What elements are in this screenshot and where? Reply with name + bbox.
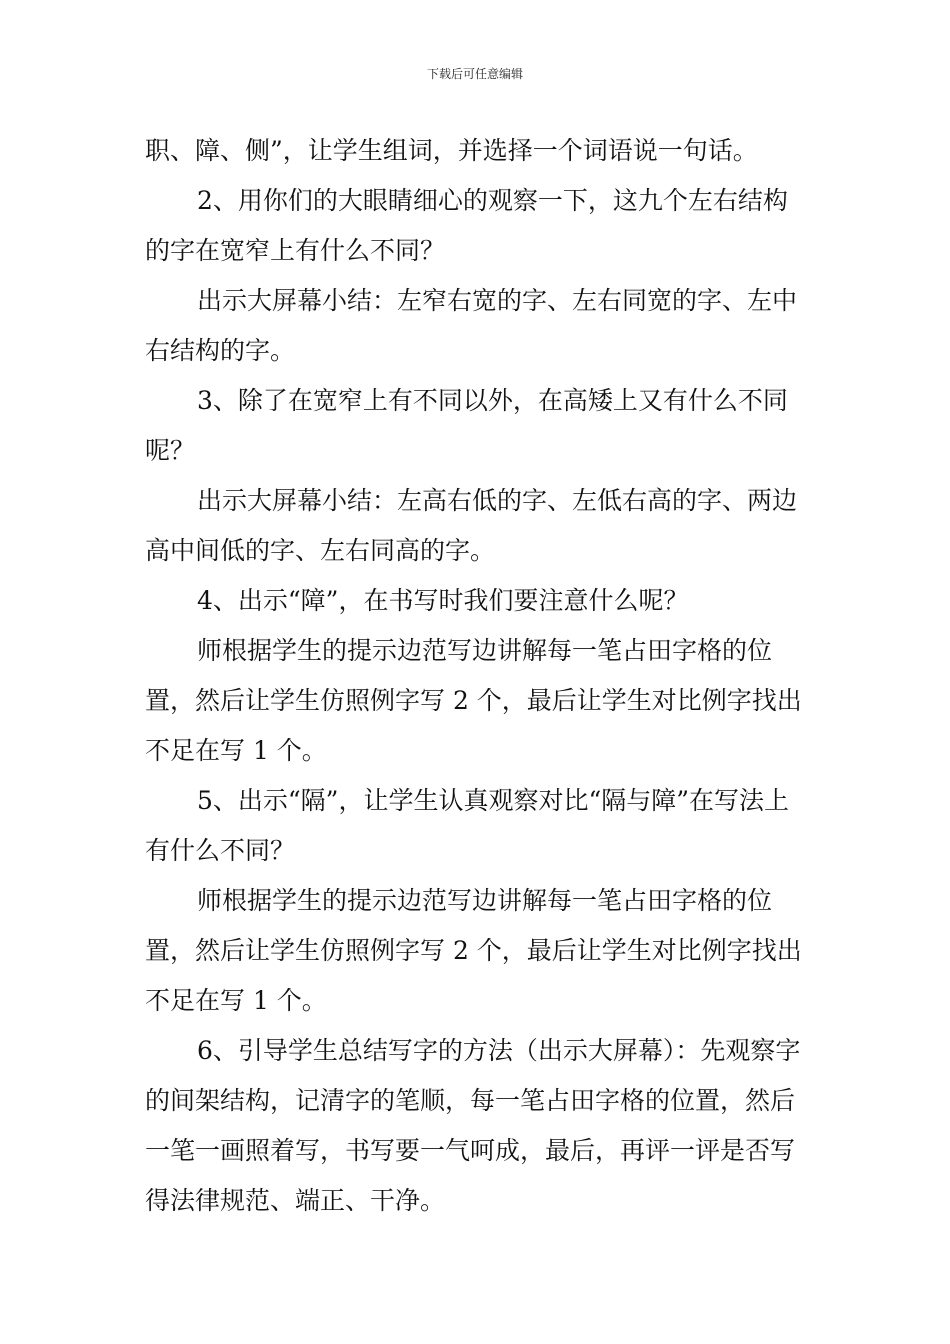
paragraph-7: 师根据学生的提示边范写边讲解每一笔占田字格的位置，然后让学生仿照例字写 2 个，最后让学生对比例字找出不足在写 1 个。 xyxy=(145,636,802,765)
paragraph-10: 6、引导学生总结写字的方法（出示大屏幕）：先观察字的间架结构，记清字的笔顺，每一笔占田字格的位置，然后一笔一画照着写，书写要一气呵成，最后，再评一评是否写得法律规范、端正、干净。 xyxy=(145,1036,801,1215)
page-header: 下载后可任意编辑 xyxy=(426,67,523,81)
paragraph-1: 职、障、侧”，让学生组词，并选择一个词语说一句话。 xyxy=(145,136,758,165)
paragraph-2: 2、用你们的大眼睛细心的观察一下，这九个左右结构的字在宽窄上有什么不同？ xyxy=(145,186,788,265)
paragraph-9: 师根据学生的提示边范写边讲解每一笔占田字格的位置，然后让学生仿照例字写 2 个，最后让学生对比例字找出不足在写 1 个。 xyxy=(145,886,802,1015)
paragraph-8: 5、出示“隔”，让学生认真观察对比“隔与障”在写法上有什么不同？ xyxy=(145,786,790,865)
paragraph-4: 3、除了在宽窄上有不同以外，在高矮上又有什么不同呢？ xyxy=(145,386,788,465)
paragraph-5: 出示大屏幕小结：左高右低的字、左低右高的字、两边高中间低的字、左右同高的字。 xyxy=(145,486,798,565)
paragraph-3: 出示大屏幕小结：左窄右宽的字、左右同宽的字、左中右结构的字。 xyxy=(145,286,798,365)
paragraph-6: 4、出示“障”，在书写时我们要注意什么呢？ xyxy=(197,586,689,615)
document-body xyxy=(145,126,805,1226)
